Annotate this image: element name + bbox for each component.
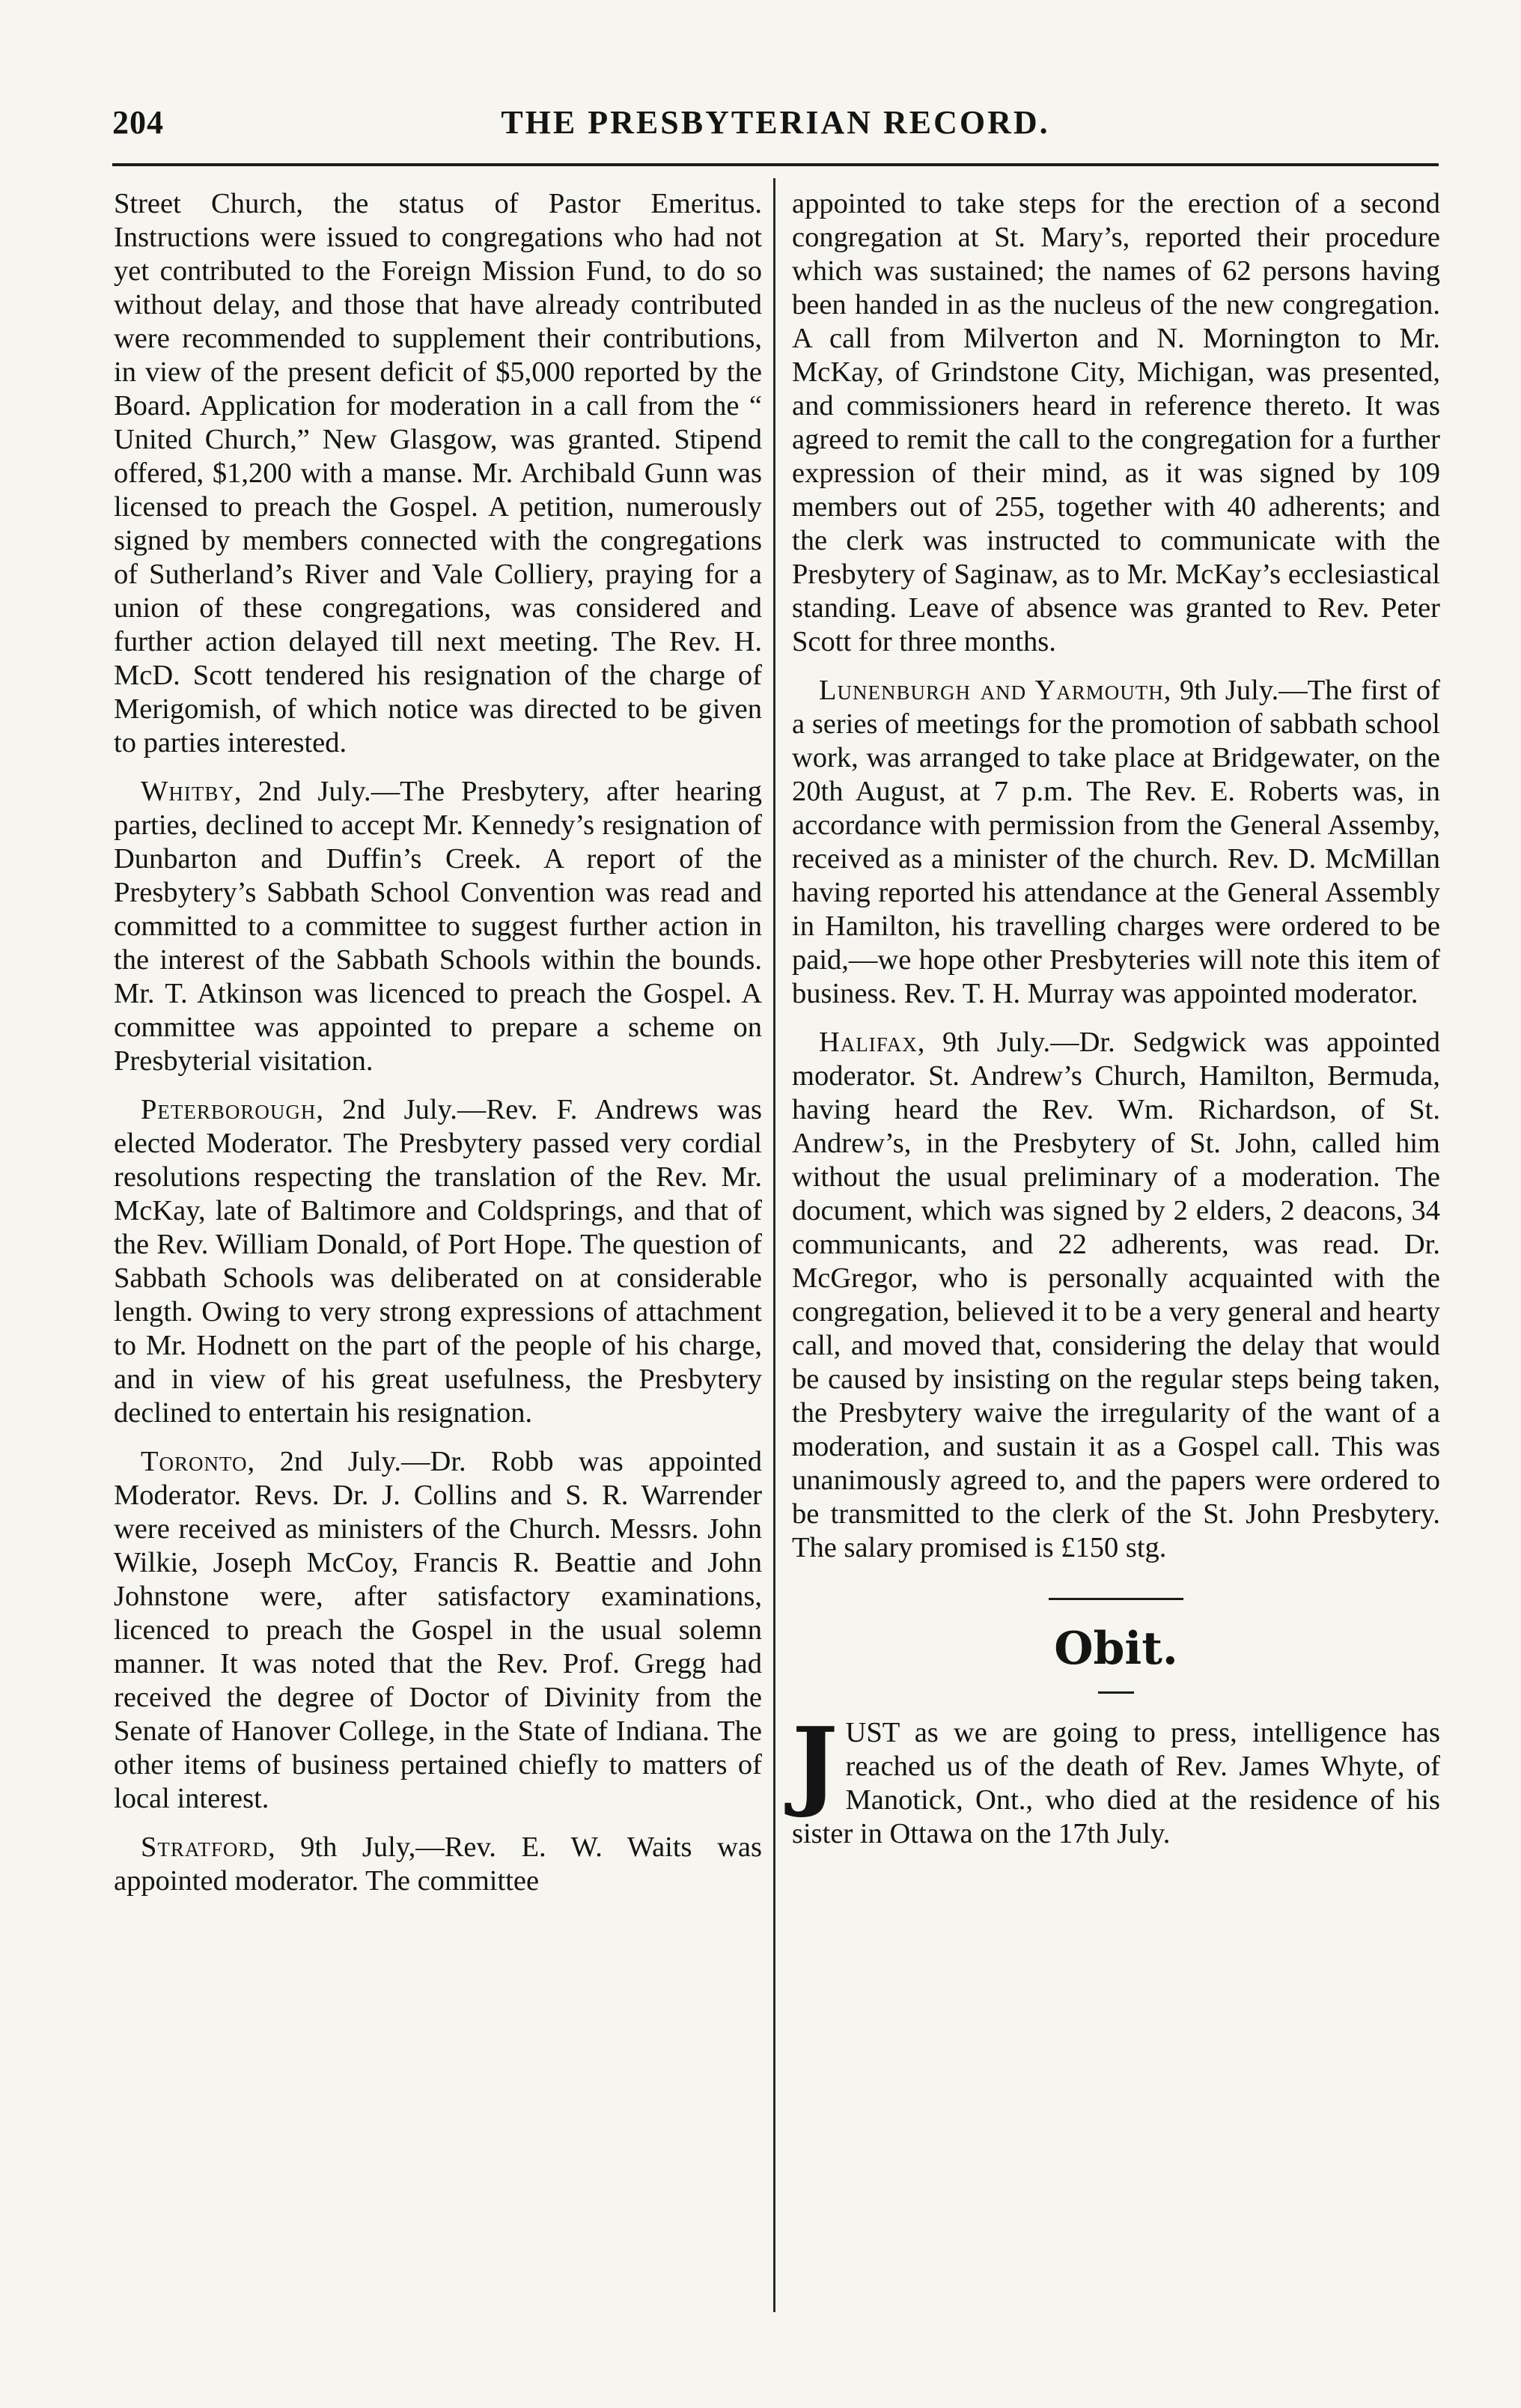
place-name: Stratford [141,1831,268,1863]
presbytery-report-toronto [114,1445,762,1816]
report-body: , 2nd July.—Dr. Robb was appointed Moderator. Revs. Dr. J. Collins and S. R. Warrender were received as ministers of the Church. Messrs. John Wilkie, Joseph McCoy, Francis R. Beattie and John Johnstone were, after satisfactory examinations, licenced to preach the Gospel in the usual solemn manner. It was noted that the Rev. Prof. Gregg had received the degree of Doctor of Divinity from the Senate of Hanover College, in the State of Indiana. The other items of business pertained chiefly to matters of local interest. [114,1446,762,1814]
place-name: Lunenburgh and Yarmouth [819,675,1164,706]
drop-cap: J [792,1706,838,1820]
presbytery-report-peterborough [114,1093,762,1430]
report-body: , 9th July,—Rev. E. W. Waits was appointed moderator. The committee [114,1831,762,1897]
report-body: , 2nd July.—Rev. F. Andrews was elected Moderator. The Presbytery passed very cordial resolutions respecting the translation of the Rev. Mr. McKay, late of Baltimore and Coldsprings, and that of the Rev. William Donald, of Port Hope. The question of Sabbath Schools was deliberated on at considerable length. Owing to very strong expressions of attachment to Mr. Hodnett on the part of the people of his charge, and in view of his great usefulness, the Presbytery declined to entertain his resignation. [114,1094,762,1429]
journal-title: THE PRESBYTERIAN RECORD. [501,104,1050,141]
page-number: 204 [112,104,164,141]
obituary-paragraph [792,1706,1440,1851]
place-name: Halifax [819,1027,918,1058]
article-paragraph: Street Church, the status of Pastor Emeritus. Instructions were issued to congregations who had not yet contributed to the Foreign Mission Fund, to do so without delay, and those that have already contributed were recommended to supplement their contributions, in view of the present deficit of $5,000 reported by the Board. Application for moderation in a call from the “ United Church,” New Glasgow, was granted. Stipend offered, $1,200 with a manse. Mr. Archibald Gunn was licensed to preach the Gospel. A petition, numerously signed by members connected with the congregations of Sutherland’s River and Vale Colliery, praying for a union of these congregations, was considered and further action delayed till next meeting. The Rev. H. McD. Scott tendered his resignation of the charge of Merigomish, of which notice was directed to be given to parties interested. [114,188,762,758]
article-paragraph: appointed to take steps for the erection of a second congregation at St. Mary’s, reported their procedure which was sustained; the names of 62 persons having been handed in as the nucleus of the new congregation. A call from Milverton and N. Mornington to Mr. McKay, of Grindstone City, Michigan, was presented, and commissioners heard in reference thereto. It was agreed to remit the call to the congregation for a further expression of their mind, as it was signed by 109 members out of 255, together with 40 adherents; and the clerk was instructed to communicate with the Presbytery of Saginaw, as to Mr. McKay’s ecclesiastical standing. Leave of absence was granted to Rev. Peter Scott for three months. [792,188,1440,657]
right-column [792,187,1440,1851]
place-name: Whitby [141,776,234,807]
section-divider [1049,1598,1183,1600]
presbytery-report-whitby [114,775,762,1078]
place-name: Toronto [141,1446,248,1477]
header-rule [112,163,1439,166]
presbytery-report-stratford [114,1831,762,1898]
column-divider [773,178,775,2312]
presbytery-report-lunenburgh [792,674,1440,1011]
place-name: Peterborough [141,1094,317,1125]
page-header [112,103,1439,148]
obituary-body: UST as we are going to press, intelligence has reached us of the death of Rev. James Whyte, of Manotick, Ont., who died at the residence of his sister in Ottawa on the 17th July. [792,1717,1440,1849]
report-body: , 9th July.—The first of a series of meetings for the promotion of sabbath school work, was arranged to take place at Bridgewater, on the 20th August, at 7 p.m. The Rev. E. Roberts was, in accordance with permission from the General Assemby, received as a minister of the church. Rev. D. McMillan having reported his attendance at the General Assembly in Hamilton, his travelling charges were ordered to be paid,—we hope other Presbyteries will note this item of business. Rev. T. H. Murray was appointed moderator. [792,675,1440,1009]
left-column [114,187,762,1898]
presbytery-report-halifax [792,1026,1440,1565]
report-body: , 2nd July.—The Presbytery, after hearing parties, declined to accept Mr. Kennedy’s resignation of Dunbarton and Duffin’s Creek. A report of the Presbytery’s Sabbath School Convention was read and committed to a committee to suggest further action in the interest of the Sabbath Schools within the bounds. Mr. T. Atkinson was licenced to preach the Gospel. A committee was appointed to prepare a scheme on Presbyterial visitation. [114,776,762,1077]
report-body: , 9th July.—Dr. Sedgwick was appointed moderator. St. Andrew’s Church, Hamilton, Bermuda, having heard the Rev. Wm. Richardson, of St. Andrew’s, in the Presbytery of St. John, called him without the usual preliminary of a moderation. The document, which was signed by 2 elders, 2 deacons, 34 communicants, and 22 adherents, was read. Dr. McGregor, who is personally acquainted with the congregation, believed it to be a very general and hearty call, and moved that, considering the delay that would be caused by insisting on the regular steps being taken, the Presbytery waive the irregularity of the want of a moderation, and sustain it as a Gospel call. This was unanimously agreed to, and the papers were ordered to be transmitted to the clerk of the St. John Presbytery. The salary promised is £150 stg. [792,1027,1440,1563]
obituary-heading: Obit. [1054,1623,1178,1675]
obituary-dash [1098,1691,1134,1694]
